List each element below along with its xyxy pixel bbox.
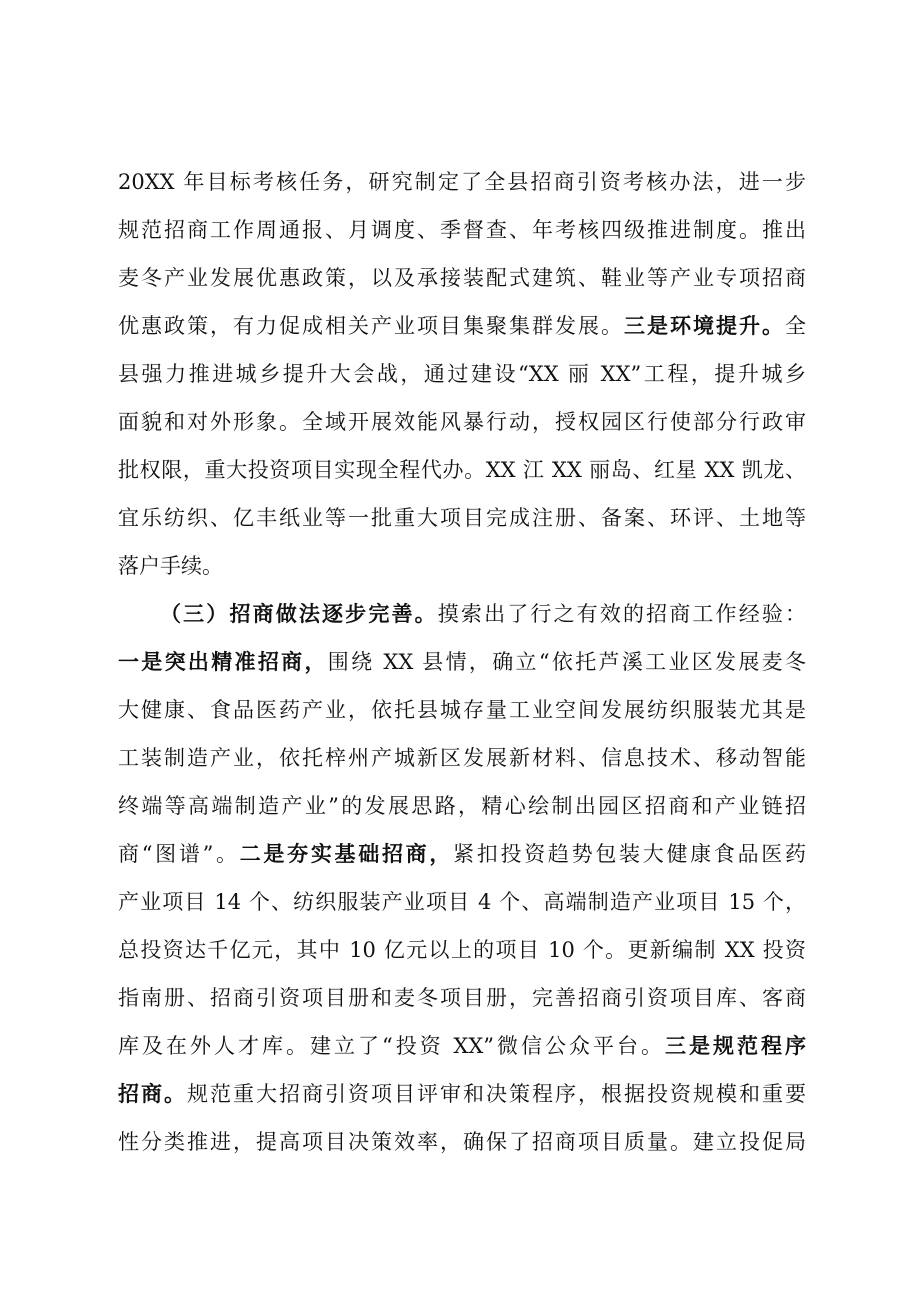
text-line <box>118 734 806 782</box>
text-segment: 摸索出了行之有效的招商工作经验： <box>437 602 807 626</box>
text-segment: 指南册、招商引资项目册和麦冬项目册，完善招商引资项目库、客商 <box>118 986 806 1010</box>
text-line <box>118 398 806 446</box>
text-line <box>118 1070 806 1118</box>
text-segment: 规范招商工作周通报、月调度、季督查、年考核四级推进制度。推出 <box>118 218 806 242</box>
text-line <box>118 974 806 1022</box>
text-line <box>118 494 806 542</box>
text-line <box>118 686 806 734</box>
section-heading: （三）招商做法逐步完善。 <box>160 601 438 626</box>
text-segment: 面貌和对外形象。全域开展效能风暴行动，授权园区行使部分行政审 <box>118 410 806 434</box>
text-line <box>118 878 806 926</box>
text-segment: 落户手续。 <box>118 554 223 578</box>
bold-heading: 二是夯实基础招商， <box>239 841 454 866</box>
text-line <box>118 638 806 686</box>
text-segment: 全 <box>785 314 806 338</box>
text-segment: 宜乐纺织、亿丰纸业等一批重大项目完成注册、备案、环评、土地等 <box>118 506 806 530</box>
text-segment: 库及在外人才库。建立了“投资 XX”微信公众平台。 <box>118 1034 666 1058</box>
text-segment: 工装制造产业，依托梓州产城新区发展新材料、信息技术、移动智能 <box>118 746 806 770</box>
text-segment: 产业项目 14 个、纺织服装产业项目 4 个、高端制造产业项目 15 个， <box>118 890 806 914</box>
text-line <box>118 542 806 590</box>
text-line <box>118 926 806 974</box>
text-line <box>118 158 806 206</box>
text-segment: 批权限，重大投资项目实现全程代办。XX 江 XX 丽岛、红星 XX 凯龙、 <box>118 458 806 482</box>
text-line <box>118 206 806 254</box>
bold-heading: 三是环境提升。 <box>624 313 785 338</box>
text-line <box>118 254 806 302</box>
text-segment: 优惠政策，有力促成相关产业项目集聚集群发展。 <box>118 314 624 338</box>
text-line <box>118 302 806 350</box>
text-segment: 性分类推进，提高项目决策效率，确保了招商项目质量。建立投促局 <box>118 1130 806 1154</box>
bold-heading: 一是突出精准招商， <box>118 649 328 674</box>
text-segment: 紧扣投资趋势包装大健康食品医药 <box>453 842 806 866</box>
text-segment: 围绕 XX 县情，确立“依托芦溪工业区发展麦冬 <box>327 650 806 674</box>
section-heading-line <box>118 590 806 638</box>
text-line <box>118 1118 806 1166</box>
bold-heading: 三是规范程序 <box>665 1033 807 1058</box>
text-segment: 商“图谱”。 <box>118 842 240 866</box>
text-line <box>118 350 806 398</box>
text-line <box>118 446 806 494</box>
text-segment: 20XX 年目标考核任务，研究制定了全县招商引资考核办法，进一步 <box>118 170 806 194</box>
text-segment: 麦冬产业发展优惠政策，以及承接装配式建筑、鞋业等产业专项招商 <box>118 266 806 290</box>
text-segment: 规范重大招商引资项目评审和决策程序，根据投资规模和重要 <box>187 1082 806 1106</box>
text-segment: 县强力推进城乡提升大会战，通过建设“XX 丽 XX”工程，提升城乡 <box>118 362 806 386</box>
text-segment: 总投资达千亿元，其中 10 亿元以上的项目 10 个。更新编制 XX 投资 <box>118 938 806 962</box>
body-text <box>118 158 806 1166</box>
text-line <box>118 830 806 878</box>
text-segment: 终端等高端制造产业”的发展思路，精心绘制出园区招商和产业链招 <box>118 794 806 818</box>
text-line <box>118 1022 806 1070</box>
text-line <box>118 782 806 830</box>
text-segment: 大健康、食品医药产业，依托县城存量工业空间发展纺织服装尤其是 <box>118 698 806 722</box>
bold-heading: 招商。 <box>118 1081 187 1106</box>
